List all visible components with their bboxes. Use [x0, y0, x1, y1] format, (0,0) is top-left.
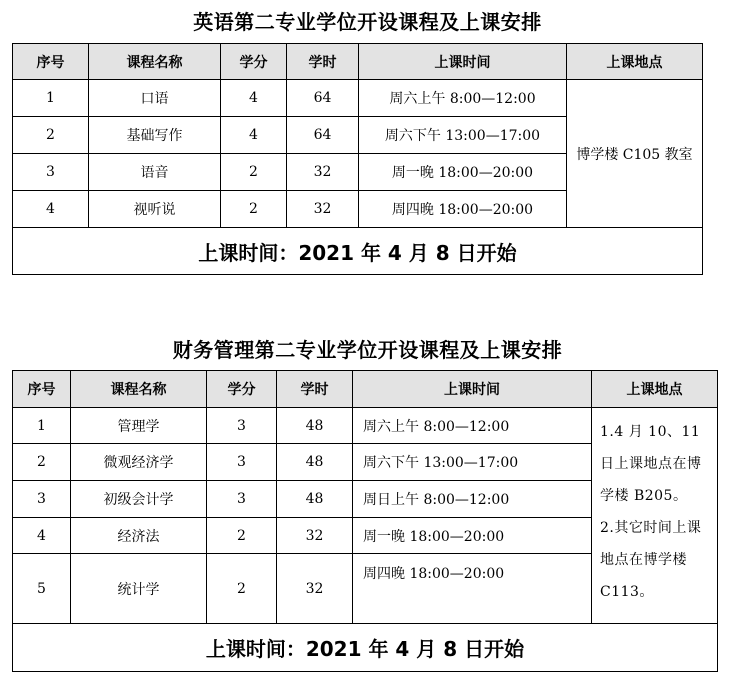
section2-title: 财务管理第二专业学位开设课程及上课安排 [172, 338, 563, 362]
cell-no: 4 [13, 518, 71, 554]
cell-time: 周六上午 8:00—12:00 [359, 80, 567, 117]
cell-no: 2 [13, 117, 89, 154]
header-time: 上课时间 [353, 371, 592, 408]
table-row [13, 408, 718, 444]
start-date-footer: 上课时间：2021 年 4 月 8 日开始 [13, 624, 718, 672]
cell-time: 周六上午 8:00—12:00 [353, 408, 592, 444]
cell-hours: 64 [287, 117, 359, 154]
cell-hours: 32 [277, 518, 353, 554]
cell-course-name: 基础写作 [89, 117, 221, 154]
cell-course-name: 初级会计学 [71, 481, 207, 518]
cell-hours: 32 [287, 191, 359, 228]
cell-no: 3 [13, 481, 71, 518]
header-time: 上课时间 [359, 44, 567, 80]
header-credit: 学分 [207, 371, 277, 408]
cell-credit: 2 [207, 554, 277, 624]
cell-location [592, 408, 718, 624]
cell-no: 2 [13, 444, 71, 481]
location-note-1: 1.4 月 10、11 日上课地点在博学楼 B205。 [600, 424, 702, 504]
header-location: 上课地点 [567, 44, 703, 80]
cell-no: 1 [13, 408, 71, 444]
cell-hours: 64 [287, 80, 359, 117]
cell-hours: 32 [287, 154, 359, 191]
cell-course-name: 口语 [89, 80, 221, 117]
cell-course-name: 语音 [89, 154, 221, 191]
cell-course-name: 管理学 [71, 408, 207, 444]
english-course-table [12, 43, 703, 275]
header-hours: 学时 [287, 44, 359, 80]
header-credit: 学分 [221, 44, 287, 80]
cell-time: 周一晚 18:00—20:00 [359, 154, 567, 191]
cell-credit: 4 [221, 117, 287, 154]
cell-time: 周六下午 13:00—17:00 [359, 117, 567, 154]
header-hours: 学时 [277, 371, 353, 408]
cell-credit: 3 [207, 408, 277, 444]
start-date-footer: 上课时间：2021 年 4 月 8 日开始 [13, 228, 703, 275]
table-footer-row [13, 624, 718, 672]
header-location: 上课地点 [592, 371, 718, 408]
table-header-row [13, 371, 718, 408]
header-course-name: 课程名称 [89, 44, 221, 80]
cell-time: 周日上午 8:00—12:00 [353, 481, 592, 518]
cell-time: 周四晚 18:00—20:00 [359, 191, 567, 228]
cell-credit: 3 [207, 444, 277, 481]
header-course-name: 课程名称 [71, 371, 207, 408]
cell-hours: 48 [277, 481, 353, 518]
cell-credit: 4 [221, 80, 287, 117]
location-note-2: 2.其它时间上课地点在博学楼 C113。 [600, 520, 702, 600]
cell-credit: 2 [221, 154, 287, 191]
cell-time: 周一晚 18:00—20:00 [353, 518, 592, 554]
cell-no: 5 [13, 554, 71, 624]
cell-time: 周四晚 18:00—20:00 [353, 554, 592, 624]
cell-hours: 48 [277, 408, 353, 444]
cell-credit: 2 [221, 191, 287, 228]
cell-course-name: 微观经济学 [71, 444, 207, 481]
cell-time: 周六下午 13:00—17:00 [353, 444, 592, 481]
header-no: 序号 [13, 371, 71, 408]
cell-hours: 48 [277, 444, 353, 481]
table-header-row [13, 44, 703, 80]
cell-course-name: 经济法 [71, 518, 207, 554]
cell-credit: 2 [207, 518, 277, 554]
cell-hours: 32 [277, 554, 353, 624]
cell-no: 4 [13, 191, 89, 228]
table-footer-row [13, 228, 703, 275]
cell-course-name: 统计学 [71, 554, 207, 624]
cell-no: 3 [13, 154, 89, 191]
section1-title: 英语第二专业学位开设课程及上课安排 [193, 10, 542, 34]
cell-location: 博学楼 C105 教室 [567, 80, 703, 228]
cell-no: 1 [13, 80, 89, 117]
table-row [13, 80, 703, 117]
finance-course-table [12, 370, 718, 672]
cell-credit: 3 [207, 481, 277, 518]
cell-course-name: 视听说 [89, 191, 221, 228]
header-no: 序号 [13, 44, 89, 80]
